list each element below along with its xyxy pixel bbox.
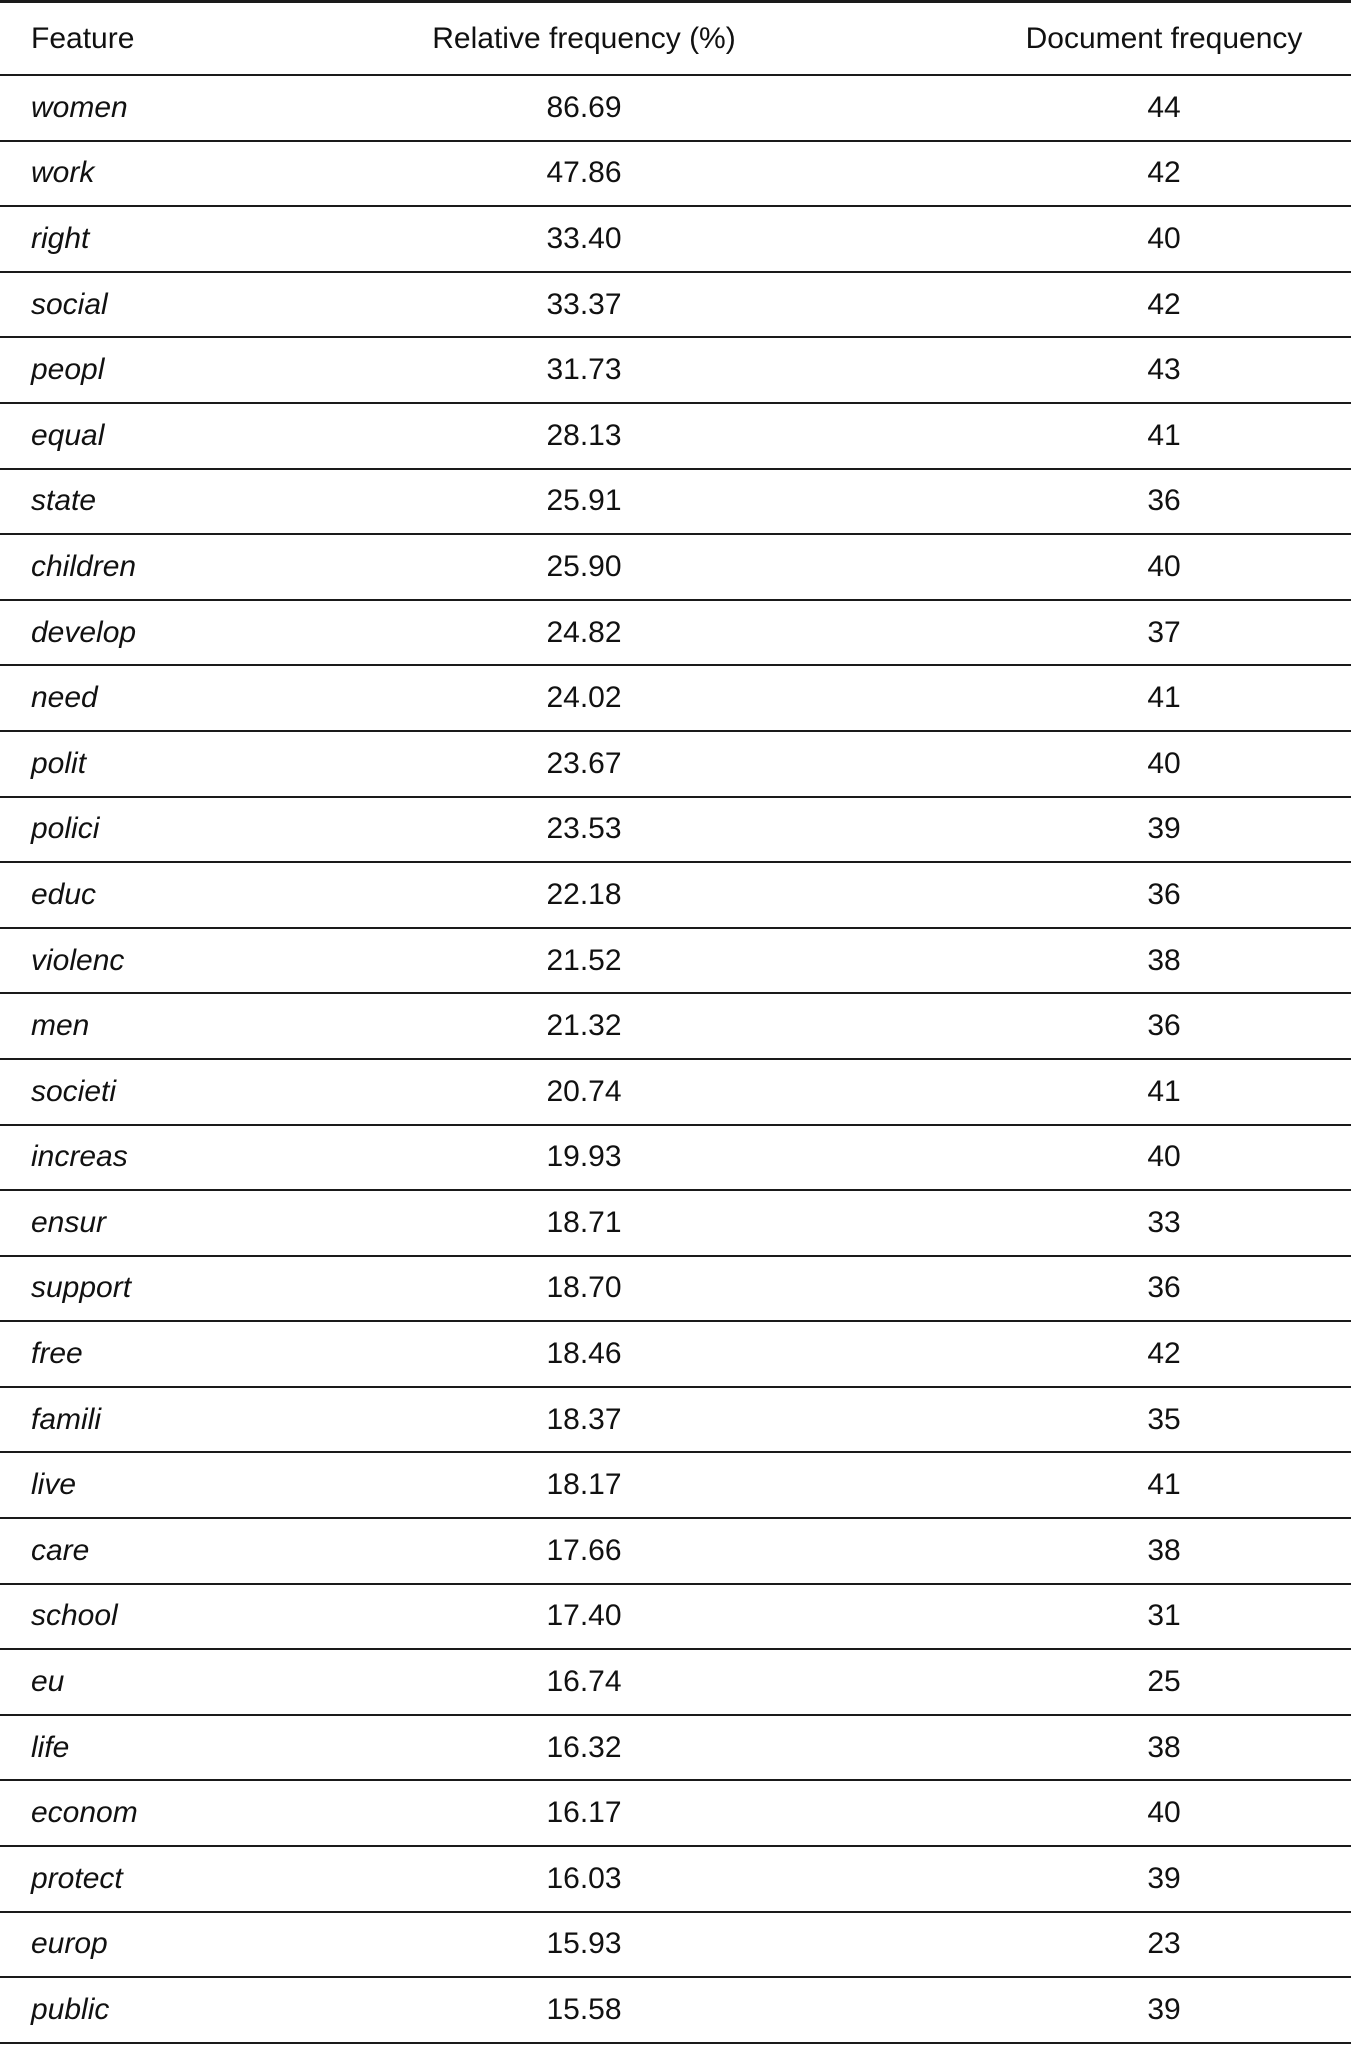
document-frequency-cell: 36 [1147, 877, 1181, 911]
feature-cell: polit [31, 746, 87, 780]
document-frequency-cell: 41 [1147, 1074, 1181, 1108]
relative-frequency-cell: 18.37 [546, 1402, 622, 1436]
feature-cell: work [31, 156, 95, 190]
relative-frequency-cell: 33.40 [546, 221, 622, 255]
table-row [0, 1978, 1351, 2044]
feature-cell: state [31, 484, 97, 518]
feature-cell: polici [31, 812, 100, 846]
relative-frequency-cell: 23.67 [546, 746, 622, 780]
feature-cell: develop [31, 615, 137, 649]
table-row [0, 1650, 1351, 1716]
relative-frequency-cell: 20.74 [546, 1074, 622, 1108]
relative-frequency-cell: 19.93 [546, 1140, 622, 1174]
table-row [0, 732, 1351, 798]
feature-cell: educ [31, 877, 97, 911]
relative-frequency-cell: 24.02 [546, 681, 622, 715]
feature-cell: europ [31, 1927, 108, 1961]
relative-frequency-cell: 18.71 [546, 1205, 622, 1239]
table-row [0, 1847, 1351, 1913]
relative-frequency-cell: 23.53 [546, 812, 622, 846]
document-frequency-cell: 25 [1147, 1665, 1181, 1699]
document-frequency-cell: 36 [1147, 1009, 1181, 1043]
feature-cell: public [31, 1993, 110, 2027]
document-frequency-cell: 39 [1147, 812, 1181, 846]
table-row [0, 76, 1351, 142]
document-frequency-cell: 41 [1147, 681, 1181, 715]
table-row [0, 535, 1351, 601]
relative-frequency-cell: 21.52 [546, 943, 622, 977]
document-frequency-cell: 43 [1147, 353, 1181, 387]
feature-cell: protect [31, 1861, 123, 1895]
header-document-frequency: Document frequency [1025, 21, 1303, 55]
document-frequency-cell: 44 [1147, 90, 1181, 124]
table-row [0, 994, 1351, 1060]
document-frequency-cell: 36 [1147, 1271, 1181, 1305]
relative-frequency-cell: 22.18 [546, 877, 622, 911]
relative-frequency-cell: 18.17 [546, 1468, 622, 1502]
feature-cell: econom [31, 1796, 138, 1830]
table-row [0, 1388, 1351, 1454]
relative-frequency-cell: 25.90 [546, 549, 622, 583]
document-frequency-cell: 42 [1147, 156, 1181, 190]
table-row [0, 338, 1351, 404]
feature-cell: children [31, 549, 137, 583]
feature-cell: violenc [31, 943, 125, 977]
table-row [0, 1453, 1351, 1519]
document-frequency-cell: 40 [1147, 1796, 1181, 1830]
table-row [0, 1191, 1351, 1257]
document-frequency-cell: 41 [1147, 1468, 1181, 1502]
table-row [0, 1781, 1351, 1847]
relative-frequency-cell: 16.32 [546, 1730, 622, 1764]
feature-cell: increas [31, 1140, 128, 1174]
table-row [0, 1257, 1351, 1323]
table-row [0, 863, 1351, 929]
table-row [0, 470, 1351, 536]
document-frequency-cell: 41 [1147, 418, 1181, 452]
relative-frequency-cell: 25.91 [546, 484, 622, 518]
table-row [0, 798, 1351, 864]
table-row [0, 404, 1351, 470]
document-frequency-cell: 23 [1147, 1927, 1181, 1961]
feature-cell: need [31, 681, 98, 715]
document-frequency-cell: 33 [1147, 1205, 1181, 1239]
table-row [0, 929, 1351, 995]
document-frequency-cell: 38 [1147, 943, 1181, 977]
table-row [0, 207, 1351, 273]
header-feature: Feature [31, 21, 135, 55]
document-frequency-cell: 36 [1147, 484, 1181, 518]
feature-cell: equal [31, 418, 105, 452]
feature-cell: live [31, 1468, 77, 1502]
table-row [0, 1716, 1351, 1782]
document-frequency-cell: 40 [1147, 746, 1181, 780]
relative-frequency-cell: 21.32 [546, 1009, 622, 1043]
table-row [0, 666, 1351, 732]
feature-cell: social [31, 287, 108, 321]
relative-frequency-cell: 24.82 [546, 615, 622, 649]
relative-frequency-cell: 16.03 [546, 1861, 622, 1895]
document-frequency-cell: 40 [1147, 549, 1181, 583]
document-frequency-cell: 31 [1147, 1599, 1181, 1633]
table-row [0, 1060, 1351, 1126]
table-row [0, 273, 1351, 339]
relative-frequency-cell: 18.46 [546, 1337, 622, 1371]
relative-frequency-cell: 15.58 [546, 1993, 622, 2027]
table-row [0, 1913, 1351, 1979]
feature-cell: support [31, 1271, 132, 1305]
header-relative-frequency: Relative frequency (%) [432, 21, 736, 55]
document-frequency-cell: 40 [1147, 221, 1181, 255]
feature-cell: ensur [31, 1205, 107, 1239]
table-row [0, 142, 1351, 208]
feature-cell: free [31, 1337, 83, 1371]
feature-cell: societi [31, 1074, 117, 1108]
feature-cell: men [31, 1009, 90, 1043]
table-row [0, 1126, 1351, 1192]
document-frequency-cell: 42 [1147, 287, 1181, 321]
table-header-row [0, 0, 1351, 76]
document-frequency-cell: 42 [1147, 1337, 1181, 1371]
feature-cell: eu [31, 1665, 65, 1699]
document-frequency-cell: 39 [1147, 1993, 1181, 2027]
feature-cell: women [31, 90, 128, 124]
relative-frequency-cell: 15.93 [546, 1927, 622, 1961]
table-row [0, 601, 1351, 667]
relative-frequency-cell: 17.40 [546, 1599, 622, 1633]
table-row [0, 1322, 1351, 1388]
document-frequency-cell: 38 [1147, 1730, 1181, 1764]
relative-frequency-cell: 31.73 [546, 353, 622, 387]
feature-cell: peopl [31, 353, 105, 387]
relative-frequency-cell: 17.66 [546, 1533, 622, 1567]
document-frequency-cell: 39 [1147, 1861, 1181, 1895]
table-row [0, 1519, 1351, 1585]
feature-cell: famili [31, 1402, 102, 1436]
document-frequency-cell: 35 [1147, 1402, 1181, 1436]
feature-cell: right [31, 221, 90, 255]
relative-frequency-cell: 33.37 [546, 287, 622, 321]
document-frequency-cell: 37 [1147, 615, 1181, 649]
table-row [0, 1585, 1351, 1651]
relative-frequency-cell: 18.70 [546, 1271, 622, 1305]
relative-frequency-cell: 16.74 [546, 1665, 622, 1699]
relative-frequency-cell: 16.17 [546, 1796, 622, 1830]
relative-frequency-cell: 47.86 [546, 156, 622, 190]
table-body [0, 76, 1351, 2044]
feature-cell: care [31, 1533, 90, 1567]
relative-frequency-cell: 86.69 [546, 90, 622, 124]
relative-frequency-cell: 28.13 [546, 418, 622, 452]
feature-cell: life [31, 1730, 70, 1764]
document-frequency-cell: 38 [1147, 1533, 1181, 1567]
document-frequency-cell: 40 [1147, 1140, 1181, 1174]
feature-cell: school [31, 1599, 118, 1633]
